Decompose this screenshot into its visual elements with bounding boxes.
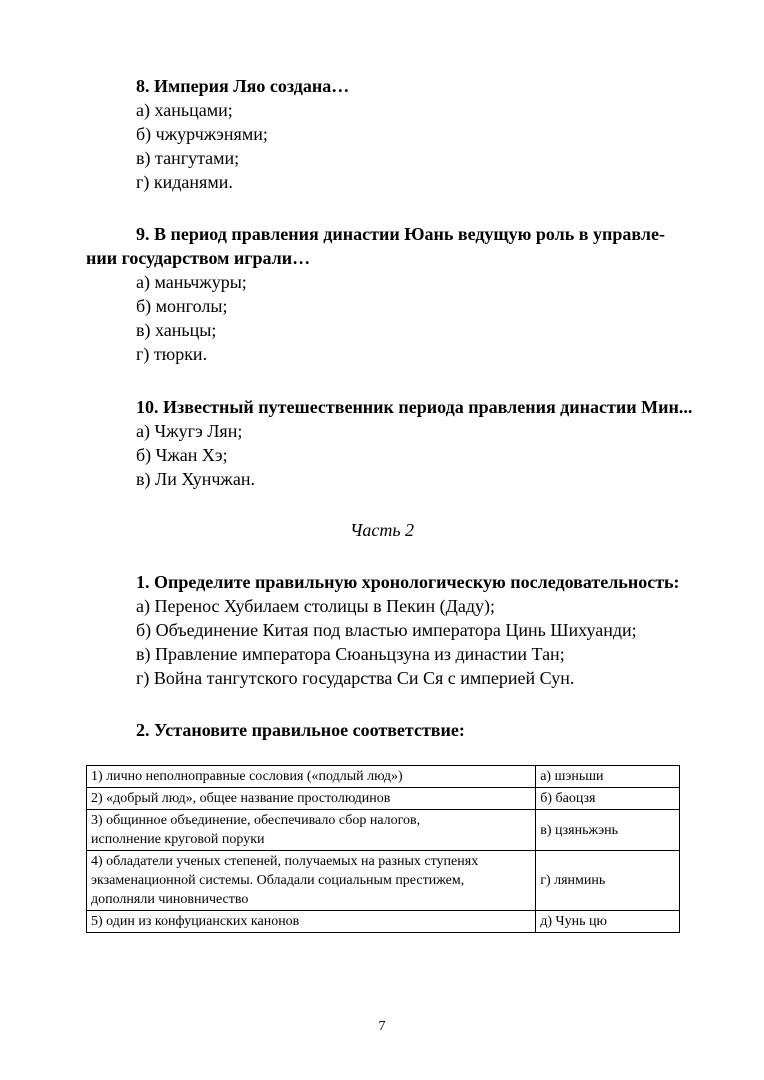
part-2-heading: Часть 2 [349, 520, 415, 540]
table-cell-answer: а) шэньши [536, 766, 680, 788]
table-cell-term [87, 788, 536, 810]
part-2-question-1-option-a: а) Перенос Хубилаем столицы в Пекин (Даду); [136, 596, 495, 616]
table-row [87, 766, 680, 788]
table-cell-term [87, 766, 536, 788]
table-cell-line: экзаменационной системы. Обладали социальным престижем, [91, 873, 465, 888]
part-2-question-2-title: 2. Установите правильное соответствие: [136, 720, 465, 740]
question-10-option-c: в) Ли Хунчжан. [136, 469, 255, 489]
question-9-title-line-2: нии государством играли… [86, 248, 311, 268]
table-cell-line: 5) один из конфуцианских канонов [91, 914, 300, 929]
matching-table [86, 765, 680, 933]
table-cell-answer: б) баоцзя [536, 788, 680, 810]
table-row [87, 788, 680, 810]
table-cell-answer: д) Чунь цю [536, 911, 680, 933]
part-2-question-1-option-b: б) Объединение Китая под властью императора Цинь Шихуанди; [136, 620, 637, 640]
table-row [87, 911, 680, 933]
table-cell-line: исполнение круговой поруки [91, 832, 265, 847]
question-9-title-line-1: 9. В период правления династии Юань ведущую роль в управле- [136, 224, 665, 244]
table-cell-line: 3) общинное объединение, обеспечивало сбор налогов, [91, 813, 421, 828]
table-cell-line: дополняли чиновничество [91, 892, 249, 907]
table-row [87, 851, 680, 911]
question-9-option-c: в) ханьцы; [136, 320, 217, 340]
question-9-option-a: а) маньчжуры; [136, 272, 247, 292]
question-8-option-a: а) ханьцами; [136, 100, 233, 120]
question-10-option-b: б) Чжан Хэ; [136, 445, 228, 465]
table-cell-term [87, 810, 536, 851]
question-8-option-c: в) тангутами; [136, 148, 240, 168]
page-number: 7 [378, 1019, 386, 1034]
question-10-title: 10. Известный путешественник периода правления династии Мин... [136, 397, 693, 417]
table-cell-answer: в) цзяньжэнь [536, 810, 680, 851]
table-row [87, 810, 680, 851]
question-9-option-b: б) монголы; [136, 296, 228, 316]
table-cell-answer: г) лянминь [536, 851, 680, 911]
table-cell-term [87, 851, 536, 911]
table-cell-line: 4) обладатели ученых степеней, получаемых на разных ступенях [91, 854, 479, 869]
question-8-option-b: б) чжурчжэнями; [136, 124, 268, 144]
question-9-option-d: г) тюрки. [136, 344, 208, 364]
question-10-option-a: а) Чжугэ Лян; [136, 421, 243, 441]
table-cell-line: 2) «добрый люд», общее название простолюдинов [91, 791, 391, 806]
table-cell-line: 1) лично неполноправные сословия («подлый люд») [91, 769, 403, 784]
part-2-question-1-title: 1. Определите правильную хронологическую последовательность: [136, 572, 680, 592]
table-cell-term [87, 911, 536, 933]
question-8-option-d: г) киданями. [136, 172, 233, 192]
part-2-question-1-option-c: в) Правление императора Сюаньцзуна из династии Тан; [136, 644, 565, 664]
part-2-question-1-option-d: г) Война тангутского государства Си Ся с империей Сун. [136, 668, 575, 688]
question-8-title: 8. Империя Ляо создана… [136, 76, 350, 96]
